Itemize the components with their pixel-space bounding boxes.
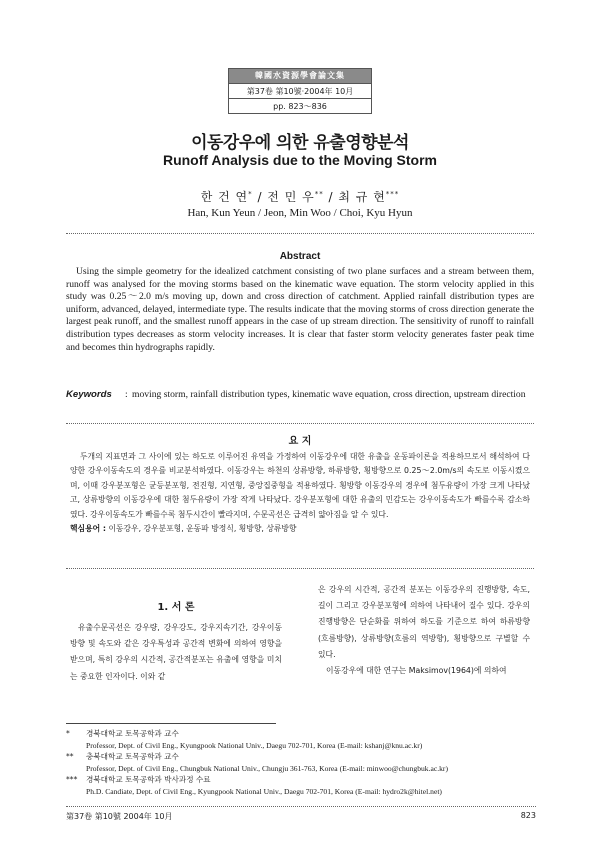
journal-name: 韓國水資源學會論文集 [229, 69, 371, 83]
section-title-introduction: 1. 서 론 [157, 602, 195, 613]
abstract-heading: Abstract [279, 251, 321, 262]
footnote-mark: *** [66, 775, 78, 785]
summary-keywords-label: 핵심용어 : [70, 524, 106, 534]
authors-english: Han, Kun Yeun / Jeon, Min Woo / Choi, Kyu Hyun [187, 207, 413, 219]
journal-volume-issue: 第37卷 第10號·2004年 10月 [229, 83, 371, 98]
keywords-text: moving storm, rainfall distribution types, kinematic wave equation, cross direction, upstream direction [132, 389, 526, 400]
footnote [66, 728, 536, 740]
divider [66, 568, 534, 569]
journal-pages: pp. 823～836 [229, 98, 371, 113]
intro-left-column [70, 620, 282, 685]
footnote-rule [66, 723, 276, 724]
footnote-affiliation-ko: 경북대학교 토목공학과 박사과정 수료 [86, 775, 211, 785]
abstract-body [66, 266, 534, 354]
intro-right-text-2: 이동강우에 대한 연구는 Maksimov(1964)에 의하여 [326, 666, 507, 676]
summary-keywords-text: 이동강우, 강우분포형, 운동파 방정식, 횡방향, 상류방향 [105, 524, 297, 534]
footnote-mark: * [66, 729, 70, 738]
journal-info-box [228, 68, 372, 114]
abstract-text: Using the simple geometry for the idealized catchment consisting of two plane surfaces and a stream between them, runoff was analysed for the moving storms based on the kinematic wave equation. The storm velocity applied in this study was 0.25～2.0 m/s moving up, down and cross direction of catchment. Applied rainfall distribution types are uniform, advanced, delayed, intermediate type. The results indicate that the moving storms of cross direction generate the largest peak runoff, and the smallest runoff appears in the case of up stream direction. The sensitivity of runoff to rainfall distribution types decreases as storm velocity increases. It is clear that faster storm velocity generates faster peak time and becomes thin hydrographs rapidly. [66, 266, 534, 353]
author-name: 전 민 우 [267, 190, 315, 204]
footnotes [66, 728, 536, 798]
intro-left-text: 유출수문곡선은 강우량, 강우강도, 강우지속기간, 강우이동방향 및 속도와 같은 강우특성과 공간적 변화에 의하여 영향을 받으며, 특히 강우의 시간적, 공간적분포는 유출에 영향을 미치는 중요한 인자이다. 이와 같 [70, 623, 282, 681]
author-separator: / [252, 190, 268, 204]
footnote-affiliation-en: Professor, Dept. of Civil Eng., Chungbuk National Univ., Chungju 361-763, Korea (E-mail: minwoo@chungbuk.ac.kr) [86, 763, 448, 773]
divider [66, 423, 534, 424]
divider [66, 233, 534, 234]
author-separator: / [323, 190, 339, 204]
paper-title-korean: 이동강우에 의한 유출영향분석 [191, 133, 409, 153]
intro-right-column [318, 582, 530, 679]
summary-keywords [70, 522, 530, 536]
footnote-affiliation-ko: 충북대학교 토목공학과 교수 [86, 752, 179, 762]
footnote-affiliation-en: Professor, Dept. of Civil Eng., Kyungpook National Univ., Daegu 702-701, Korea (E-mail: kshanj@knu.ac.kr) [86, 740, 423, 750]
paper-title-english: Runoff Analysis due to the Moving Storm [162, 152, 438, 168]
authors-korean [0, 188, 600, 205]
footnote-mark: ** [66, 752, 74, 762]
footnote [66, 774, 536, 786]
author-name: 한 건 연 [200, 190, 249, 204]
summary-body [70, 450, 530, 536]
author-mark: * [248, 190, 253, 198]
author-mark: ** [314, 190, 324, 198]
footer-journal-issue: 第37卷 第10號 2004年 10月 [66, 812, 173, 821]
intro-right-text-1: 은 강우의 시간적, 공간적 분포는 이동강우의 진행방향, 속도, 길이 그리고 강우분포형에 의하여 나타내어 질수 있다. 강우의 진행방향은 단순화를 위하여 하도를 기준으로 하여 하류방향(흐름방향), 상류방향(흐름의 역방향), 횡방향으로 구별할 수 있다. [318, 585, 530, 659]
page-number: 823 [520, 811, 536, 820]
keywords-label: Keywords [66, 389, 112, 400]
author-name: 최 규 현 [338, 190, 386, 204]
footnote-affiliation-en: Ph.D. Candiate, Dept. of Civil Eng., Kyungpook National Univ., Daegu 702-701, Korea (E-mail: hydro2k@hitel.net) [86, 786, 442, 796]
author-mark: *** [385, 190, 400, 198]
footnote [66, 751, 536, 763]
footnote-affiliation-ko: 경북대학교 토목공학과 교수 [86, 729, 179, 738]
page-footer [66, 806, 536, 822]
summary-heading: 요 지 [288, 436, 312, 447]
keywords-colon: : [125, 389, 128, 400]
summary-text: 두개의 지표면과 그 사이에 있는 하도로 이루어진 유역을 가정하여 이동강우에 대한 유출을 운동파이론을 적용하므로서 해석하여 다양한 강우이동속도의 경우를 비교분석하였다. 이동강우는 하천의 상류방향, 하류방향, 횡방향으로 0.25～2.0m/s의 속도로 이동시켰으며, 이때 강우분포형은 균등분포형, 전진형, 지연형, 중앙집중형을 적용하였다. 횡방향 이동강우의 경우에 첨두유량이 가장 크게 나타났고, 상류방향의 이동강우에 대한 첨두유량이 가장 작게 나타났다. 강우분포형에 대한 유출의 민감도는 강우이동속도가 빠를수록 감소하였다. 강우이동속도가 빠를수록 첨두시간이 빨라지며, 수문곡선은 급격히 얇아짐을 알 수 있다. [70, 452, 530, 519]
